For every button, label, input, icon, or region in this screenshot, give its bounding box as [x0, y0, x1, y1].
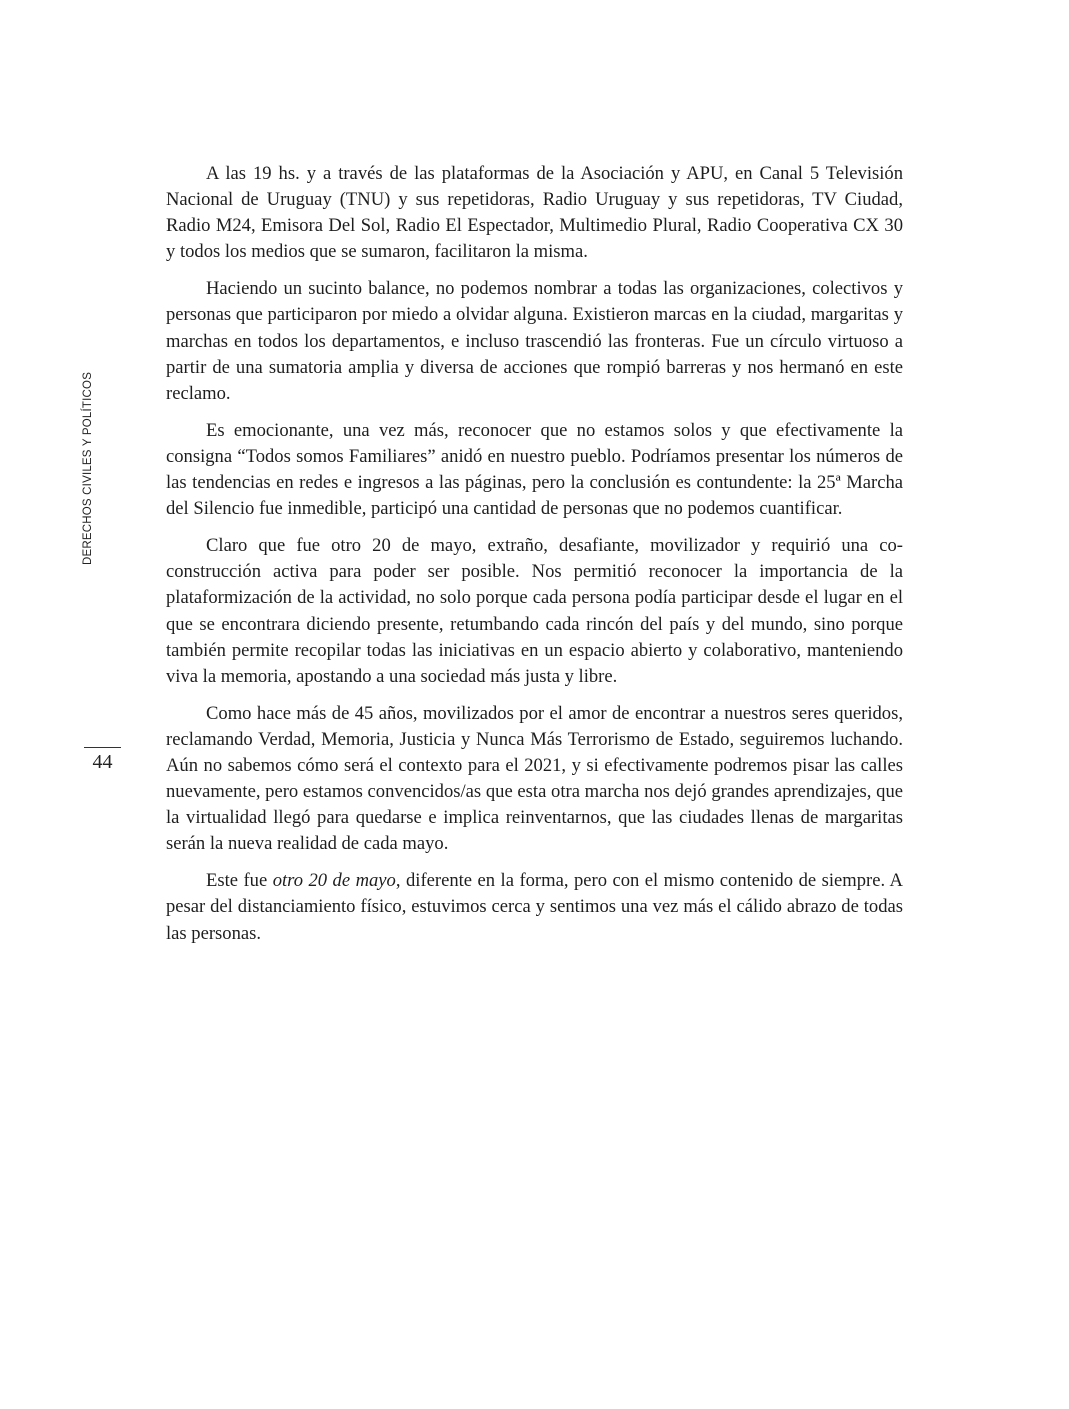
- paragraph: Como hace más de 45 años, movilizados por el amor de encontrar a nuestros seres queridos, reclamando Verdad, Memoria, Justicia y Nunca Más Terrorismo de Estado, seguiremos luchando. Aún no sabemos cómo será el contexto para el 2021, y si efectivamente podremos pisar las calles nuevamente, pero estamos convencidos/as que esta otra marcha nos dejó grandes aprendizajes, que la virtualidad llegó para quedarse e implica reinventarnos, que las ciudades llenas de margaritas serán la nueva realidad de cada mayo.: [166, 702, 903, 855]
- paragraph-text: , diferente en la forma, pero con el mismo contenido de siempre. A pesar del distanciamiento físico, estuvimos cerca y sentimos una vez más el cálido abrazo de todas las personas.: [166, 870, 903, 944]
- page-number-rule: [84, 747, 121, 748]
- emphasized-phrase: otro 20 de mayo: [272, 870, 396, 892]
- paragraph: Haciendo un sucinto balance, no podemos nombrar a todas las organizaciones, colectivos y personas que participaron por miedo a olvidar alguna. Existieron marcas en la ciudad, margaritas y marchas en todos los departamentos, e incluso trascendió las fronteras. Fue un círculo virtuoso a partir de una sumatoria amplia y diversa de acciones que rompió barreras y nos hermanó en este reclamo.: [166, 278, 903, 404]
- paragraph: A las 19 hs. y a través de las plataformas de la Asociación y APU, en Canal 5 Televisión Nacional de Uruguay (TNU) y sus repetidoras, Radio Uruguay y sus repetidoras, TV Ciudad, Radio M24, Emisora Del Sol, Radio El Espectador, Multimedio Plural, Radio Cooperativa CX 30 y todos los medios que se sumaron, facilitaron la misma.: [166, 163, 903, 263]
- paragraph: Es emocionante, una vez más, reconocer que no estamos solos y que efectivamente la consigna “Todos somos Familiares” anidó en nuestro pueblo. Podríamos presentar los números de las tendencias en redes e ingresos a las páginas, pero la conclusión es contundente: la 25ª Marcha del Silencio fue inmedible, participó una cantidad de personas que no podemos cuantificar.: [166, 419, 903, 520]
- paragraph: [166, 868, 903, 946]
- page-number: 44: [92, 751, 113, 773]
- paragraph-text: Este fue: [206, 870, 273, 892]
- paragraph: Claro que fue otro 20 de mayo, extraño, desafiante, movilizador y requirió una co-construcción activa para poder ser posible. Nos permitió reconocer la importancia de la plataformización de la actividad, no solo porque cada persona podía participar desde el lugar en el que se encontrara diciendo presente, retumbando cada rincón del país y del mundo, sino porque también permite recopilar todas las iniciativas en un espacio abierto y colaborativo, manteniendo viva la memoria, apostando a una sociedad más justa y libre.: [166, 535, 903, 687]
- running-head-section-label: DERECHOS CIVILES Y POLÍTICOS: [82, 371, 94, 565]
- body-text: [166, 161, 903, 958]
